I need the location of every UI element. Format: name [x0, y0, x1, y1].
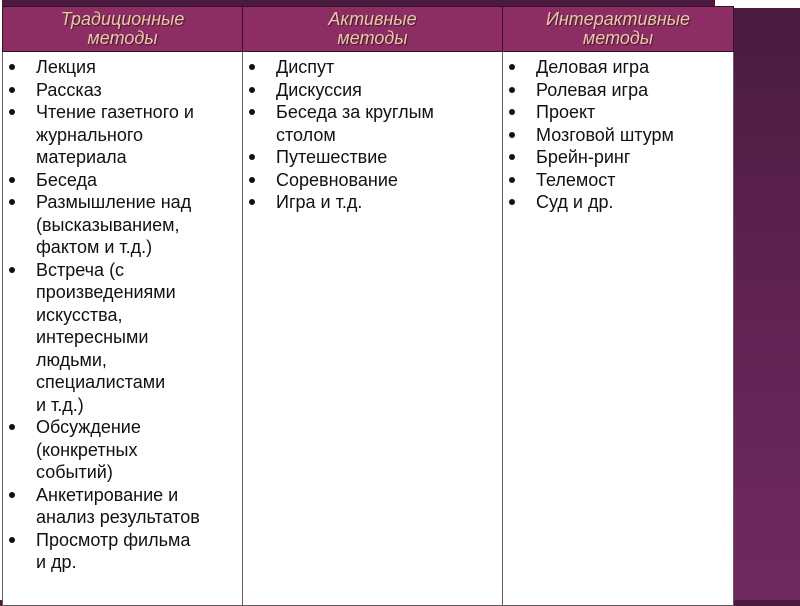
item-line: и др. — [36, 552, 77, 572]
header-interactive — [503, 7, 734, 52]
list-item — [243, 79, 502, 102]
list-item — [503, 124, 733, 147]
interactive-methods-list — [503, 52, 733, 214]
item-line: Ролевая игра — [536, 79, 649, 100]
item-line: Обсуждение — [36, 417, 141, 437]
traditional-methods-list — [3, 52, 242, 574]
item-line: Беседа — [36, 169, 97, 190]
traditional-methods-cell — [3, 52, 243, 606]
item-line: Встреча (с — [36, 259, 125, 280]
item-line: Суд и др. — [536, 192, 614, 212]
item-line: Деловая игра — [536, 57, 650, 77]
item-line: Размышление над — [36, 192, 192, 212]
methods-table — [2, 6, 734, 606]
item-line: Мозговой штурм — [536, 124, 674, 145]
header-active — [243, 7, 503, 52]
list-item — [243, 101, 502, 146]
item-line: столом — [276, 124, 336, 145]
header-active-line-1: Активные — [328, 9, 417, 29]
item-line: (высказыванием, — [36, 214, 180, 235]
item-line: Проект — [536, 102, 596, 122]
item-line: Телемост — [536, 169, 616, 190]
list-item — [503, 146, 733, 169]
list-item — [3, 259, 242, 417]
list-item — [503, 191, 733, 214]
header-interactive-line-2: методы — [582, 28, 654, 48]
list-item — [3, 101, 242, 169]
item-line: Лекция — [36, 57, 96, 77]
item-line: материала — [36, 147, 127, 167]
list-item — [503, 79, 733, 102]
list-item — [243, 146, 502, 169]
item-line: интересными — [36, 327, 149, 347]
list-item — [243, 191, 502, 214]
item-line: событий) — [36, 462, 113, 482]
item-line: Дискуссия — [276, 79, 362, 100]
list-item — [3, 416, 242, 484]
list-item — [3, 484, 242, 529]
header-traditional-line-1: Традиционные — [60, 9, 185, 29]
item-line: Диспут — [276, 57, 335, 77]
item-line: Брейн-ринг — [536, 147, 631, 167]
item-line: Чтение газетного и — [36, 102, 194, 122]
list-item — [503, 169, 733, 192]
item-line: Анкетирование и — [36, 484, 179, 505]
item-line: специалистами — [36, 372, 166, 392]
item-line: Путешествие — [276, 147, 388, 167]
list-item — [3, 56, 242, 79]
list-item — [3, 169, 242, 192]
header-active-line-2: методы — [337, 28, 408, 48]
item-line: Рассказ — [36, 79, 102, 100]
header-interactive-line-1: Интерактивные — [545, 9, 691, 29]
body-row — [3, 52, 734, 606]
header-traditional — [3, 7, 243, 52]
list-item — [3, 529, 242, 574]
list-item — [3, 79, 242, 102]
item-line: Игра и т.д. — [276, 192, 363, 212]
item-line: (конкретных — [36, 439, 138, 460]
active-methods-list — [243, 52, 502, 214]
item-line: фактом и т.д.) — [36, 237, 153, 257]
header-traditional-line-2: методы — [87, 28, 158, 48]
item-line: Соревнование — [276, 169, 398, 190]
active-methods-cell — [243, 52, 503, 606]
item-line: и т.д.) — [36, 394, 84, 415]
list-item — [503, 56, 733, 79]
item-line: людьми, — [36, 349, 107, 370]
list-item — [3, 191, 242, 259]
item-line: Беседа за круглым — [276, 102, 434, 122]
item-line: анализ результатов — [36, 507, 200, 527]
item-line: Просмотр фильма — [36, 529, 191, 550]
interactive-methods-cell — [503, 52, 734, 606]
item-line: журнального — [36, 124, 144, 145]
list-item — [243, 169, 502, 192]
header-row — [3, 7, 734, 52]
item-line: искусства, — [36, 304, 123, 325]
item-line: произведениями — [36, 282, 176, 302]
list-item — [503, 101, 733, 124]
list-item — [243, 56, 502, 79]
